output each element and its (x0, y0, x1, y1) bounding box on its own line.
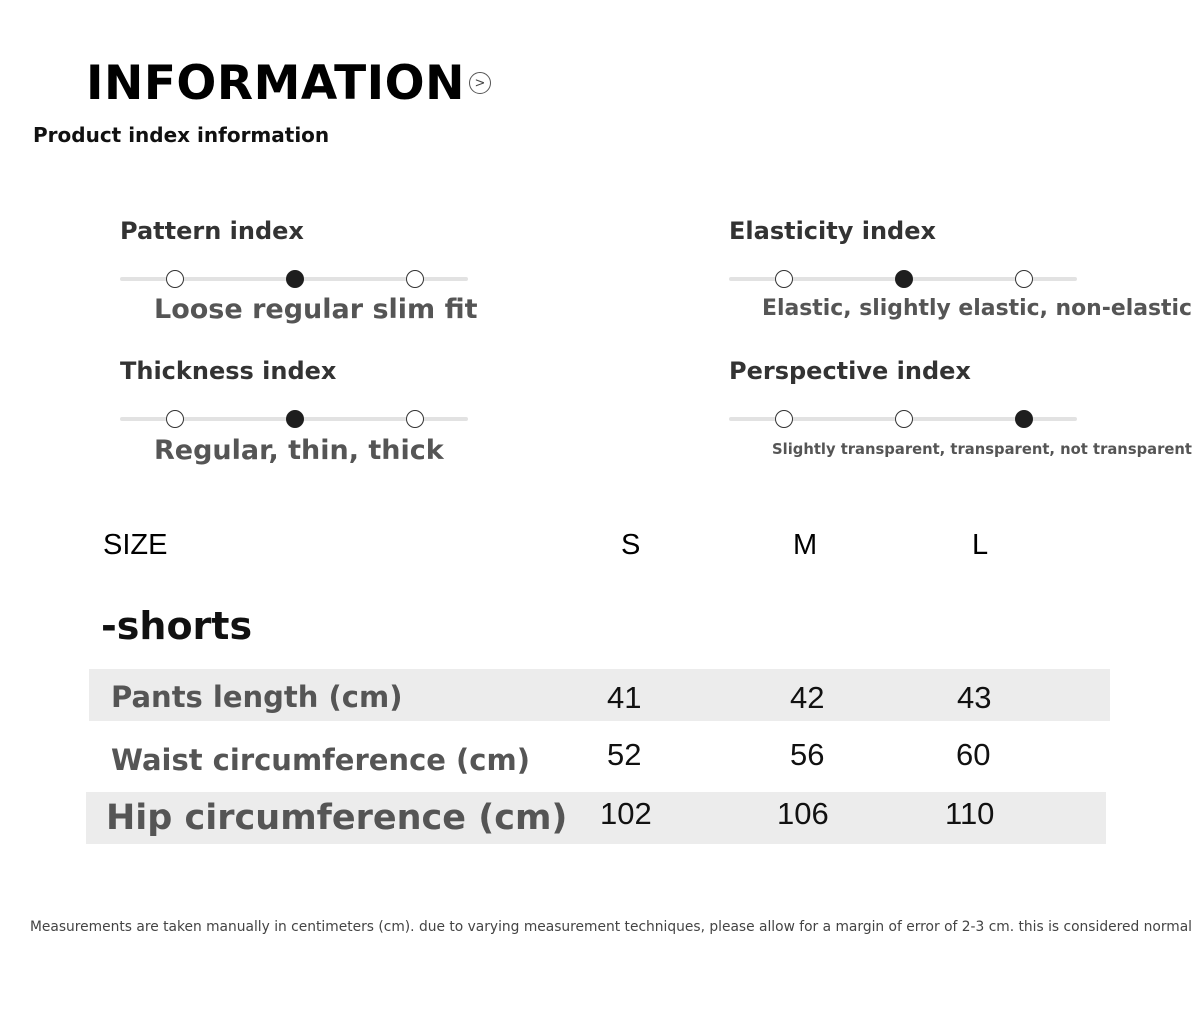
section-subtitle: Product index information (33, 123, 330, 147)
page-title: INFORMATION (86, 56, 465, 111)
cell-value: 43 (957, 680, 992, 715)
scale-dot-3 (406, 270, 424, 288)
scale-dot-1 (166, 270, 184, 288)
cell-value: 102 (600, 796, 652, 831)
size-header-label: SIZE (103, 529, 168, 561)
perspective-index-scale (729, 417, 1077, 421)
cell-value: 106 (777, 796, 829, 831)
scale-dot-2-selected (286, 270, 304, 288)
size-column-m: M (793, 529, 818, 561)
size-column-s: S (621, 529, 641, 561)
size-column-l: L (972, 529, 989, 561)
scale-dot-2-selected (895, 270, 913, 288)
row-label-pants-length: Pants length (cm) (111, 680, 403, 714)
pattern-index-title: Pattern index (120, 217, 304, 245)
scale-dot-2 (895, 410, 913, 428)
pattern-index-scale (120, 277, 468, 281)
measurement-footnote: Measurements are taken manually in centimeters (cm). due to varying measurement techniques, please allow for a margin of error of 2-3 cm. this is considered normal (30, 919, 1192, 935)
cell-value: 52 (607, 737, 642, 772)
thickness-index-scale (120, 417, 468, 421)
garment-group-label: -shorts (101, 604, 253, 648)
pattern-index-options: Loose regular slim fit (154, 294, 478, 325)
scale-dot-2-selected (286, 410, 304, 428)
scale-dot-1 (775, 270, 793, 288)
elasticity-index-title: Elasticity index (729, 217, 936, 245)
elasticity-index-options: Elastic, slightly elastic, non-elastic (762, 296, 1192, 321)
thickness-index-options: Regular, thin, thick (154, 435, 444, 466)
cell-value: 42 (790, 680, 825, 715)
perspective-index-title: Perspective index (729, 357, 971, 385)
scale-dot-3-selected (1015, 410, 1033, 428)
scale-dot-1 (166, 410, 184, 428)
row-label-hip-circumference: Hip circumference (cm) (106, 798, 568, 838)
row-label-waist-circumference: Waist circumference (cm) (111, 743, 530, 777)
elasticity-index-scale (729, 277, 1077, 281)
perspective-index-options: Slightly transparent, transparent, not transparent (772, 440, 1192, 458)
cell-value: 41 (607, 680, 642, 715)
chevron-right-icon[interactable]: > (469, 72, 491, 94)
cell-value: 60 (956, 737, 991, 772)
scale-dot-1 (775, 410, 793, 428)
cell-value: 56 (790, 737, 825, 772)
scale-dot-3 (406, 410, 424, 428)
cell-value: 110 (945, 796, 995, 831)
scale-dot-3 (1015, 270, 1033, 288)
thickness-index-title: Thickness index (120, 357, 337, 385)
